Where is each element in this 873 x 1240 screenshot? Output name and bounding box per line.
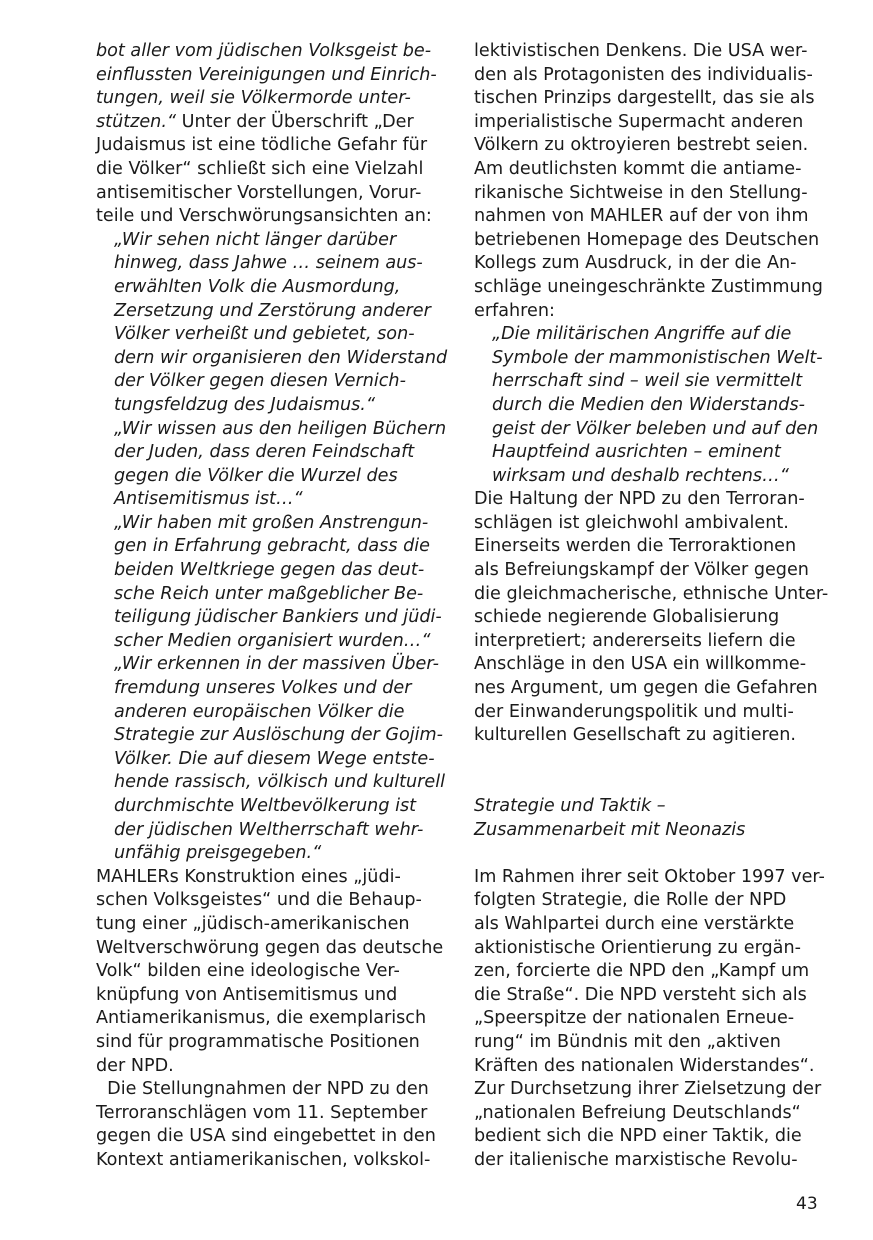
text-line: Symbole der mammonistischen Welt- [492,347,823,368]
text-line: wirksam und deshalb rechtens…“ [492,465,789,486]
page-number: 43 [796,1194,818,1214]
text-line: aktionistische Orientierung zu ergän- [474,937,801,958]
text-line: durchmischte Weltbevölkerung ist [114,796,417,816]
text-line: als Wahlpartei durch eine verstärkte [474,913,795,934]
text-line: durch die Medien den Widerstands- [492,394,805,415]
text-line: herrschaft sind – weil sie vermittelt [492,371,803,392]
text-line: erfahren: [474,300,555,321]
text-line: scher Medien organisiert wurden…“ [114,630,431,651]
text-line: rikanische Sichtweise in den Stellung- [474,182,808,203]
text-line: „Wir wissen aus den heiligen Büchern [114,418,447,439]
blank-line [474,771,819,795]
text-line: Zersetzung und Zerstörung anderer [114,300,431,321]
text-line: tung einer „jüdisch-amerikanischen [96,913,410,934]
left-column [96,40,448,1173]
text-line: „Wir erkennen in der massiven Über- [114,654,439,675]
text-line: Hauptfeind ausrichten – eminent [492,442,781,463]
text-line: fremdung unseres Volkes und der [114,678,412,699]
text-line: dern wir organisieren den Widerstand [114,347,448,368]
text-line: hende rassisch, völkisch und kulturell [114,772,446,793]
intro-paragraph [96,40,438,229]
text-line: als Befreiungskampf der Völker gegen [474,560,809,581]
text-line: MAHLERs Konstruktion eines „jüdi- [96,866,401,887]
text-line: Völkern zu oktroyieren bestrebt seien. [474,135,809,156]
text-line: Völker verheißt und gebietet, son- [114,324,415,345]
text-line: lektivistischen Denkens. Die USA wer- [474,41,808,61]
text-line: sind für programmatische Positionen [96,1031,420,1052]
quotation-buecher [96,418,447,512]
text-line: schiede negierende Globalisierung [474,607,780,628]
text-line [96,111,438,135]
quote-end: stützen.“ [96,111,177,132]
paragraph-haltung [474,488,829,748]
text-line: antisemitischer Vorstellungen, Vorur- [96,182,422,203]
quotation-jahwe [96,229,448,418]
text-line: bot aller vom jüdischen Volksgeist be- [96,41,432,61]
quotation-mahler-angriffe [474,323,823,488]
text-line: Die Haltung der NPD zu den Terroran- [474,489,805,510]
text-line: tungen, weil sie Völkermorde unter- [96,88,411,109]
blank-line [474,748,819,772]
text-line: bedient sich die NPD einer Taktik, die [474,1126,802,1147]
text-line: sche Reich unter maßgeblicher Be- [114,583,424,604]
text-line: Judaismus ist eine tödliche Gefahr für [96,135,428,156]
text-line: tungsfeldzug des Judaismus.“ [114,394,376,415]
section-heading [474,795,819,842]
text-line: schläge uneingeschränkte Zustimmung [474,276,823,297]
text-line: „Speerspitze der nationalen Erneue- [474,1008,795,1029]
text-line: Im Rahmen ihrer seit Oktober 1997 ver- [474,866,825,887]
text-line: zen, forcierte die NPD den „Kampf um [474,961,810,982]
text-line: den als Protagonisten des individualis- [474,64,813,85]
paragraph-usa [474,40,823,323]
quotation-ueberfremdung [96,653,446,865]
text-line: nahmen von MAHLER auf der von ihm [474,206,809,227]
text-line: gegen die USA sind eingebettet in den [96,1126,436,1147]
text-line: Kollegs zum Ausdruck, in der die An- [474,253,797,274]
text-line: Antisemitismus ist…“ [114,489,303,510]
text-line: Volk“ bilden eine ideologische Ver- [96,961,400,982]
text-line: tischen Prinzips dargestellt, das sie als [474,88,815,109]
text-line: kulturellen Gesellschaft zu agitieren. [474,725,796,746]
text-line: der italienische marxistische Revolu- [474,1149,798,1170]
text-line: „Die militärischen Angriffe auf die [492,324,792,345]
blank-line [474,842,819,866]
text-line: Die Stellungnahmen der NPD zu den [96,1079,429,1100]
paragraph-mahler-konstruktion [96,866,444,1078]
text-line: anderen europäischen Völker die [114,701,405,722]
paragraph-stellungnahmen [96,1078,438,1172]
text-line: imperialistische Supermacht anderen [474,111,804,132]
text-line: Zur Durchsetzung ihrer Zielsetzung der [474,1079,822,1100]
text-line: schen Volksgeistes“ und die Behaup- [96,890,422,911]
sentence-text: Unter der Überschrift „Der [176,111,414,132]
text-line: Strategie zur Auslöschung der Gojim- [114,725,444,746]
text-line: die Straße“. Die NPD versteht sich als [474,984,807,1005]
text-line: die Völker“ schließt sich eine Vielzahl [96,158,424,179]
text-line: erwählten Volk die Ausmordung, [114,276,401,297]
text-line: „Wir sehen nicht länger darüber [114,229,397,250]
text-line: betriebenen Homepage des Deutschen [474,229,820,250]
text-line: schlägen ist gleichwohl ambivalent. [474,512,789,533]
text-line: die gleichmacherische, ethnische Unter- [474,583,829,604]
text-line: Einerseits werden die Terroraktionen [474,536,797,557]
right-column [474,40,829,1173]
text-line: rung“ im Bündnis mit den „aktiven [474,1031,781,1052]
text-line: nes Argument, um gegen die Gefahren [474,678,818,699]
text-line: folgten Strategie, die Rolle der NPD [474,890,787,911]
text-line: Anschläge in den USA ein willkomme- [474,654,807,675]
text-line: Kontext antiamerikanischen, volkskol- [96,1149,431,1170]
text-line: der NPD. [96,1055,174,1076]
text-line: „nationalen Befreiung Deutschlands“ [474,1102,801,1123]
text-line: beiden Weltkriege gegen das deut- [114,560,425,581]
text-line: einflussten Vereinigungen und Einrich- [96,64,437,85]
text-line: teiligung jüdischer Bankiers und jüdi- [114,607,442,628]
text-line: der Juden, dass deren Feindschaft [114,442,415,463]
heading-line: Zusammenarbeit mit Neonazis [474,819,746,840]
text-line: Terroranschlägen vom 11. September [96,1102,428,1123]
heading-line: Strategie und Taktik – [474,796,666,816]
text-line: unfähig preisgegeben.“ [114,843,322,864]
text-line: der jüdischen Weltherrschaft wehr- [114,819,424,840]
text-line: interpretiert; andererseits liefern die [474,630,796,651]
text-line: geist der Völker beleben und auf den [492,418,819,439]
text-line: Antiamerikanismus, die exemplarisch [96,1008,427,1029]
quotation-weltkriege [96,512,442,654]
text-line: Völker. Die auf diesem Wege entste- [114,748,435,769]
text-line: der Völker gegen diesen Vernich- [114,371,406,392]
text-line: gen in Erfahrung gebracht, dass die [114,536,430,557]
text-line: „Wir haben mit großen Anstrengun- [114,512,429,533]
text-line: knüpfung von Antisemitismus und [96,984,398,1005]
text-line: Weltverschwörung gegen das deutsche [96,937,444,958]
text-line: gegen die Völker die Wurzel des [114,465,398,486]
text-line: Kräften des nationalen Widerstandes“. [474,1055,815,1076]
text-line: der Einwanderungspolitik und multi- [474,701,794,722]
text-line: Am deutlichsten kommt die antiame- [474,158,802,179]
text-line: hinweg, dass Jahwe … seinem aus- [114,253,423,274]
text-line: teile und Verschwörungsansichten an: [96,206,432,227]
paragraph-strategie [474,866,825,1173]
